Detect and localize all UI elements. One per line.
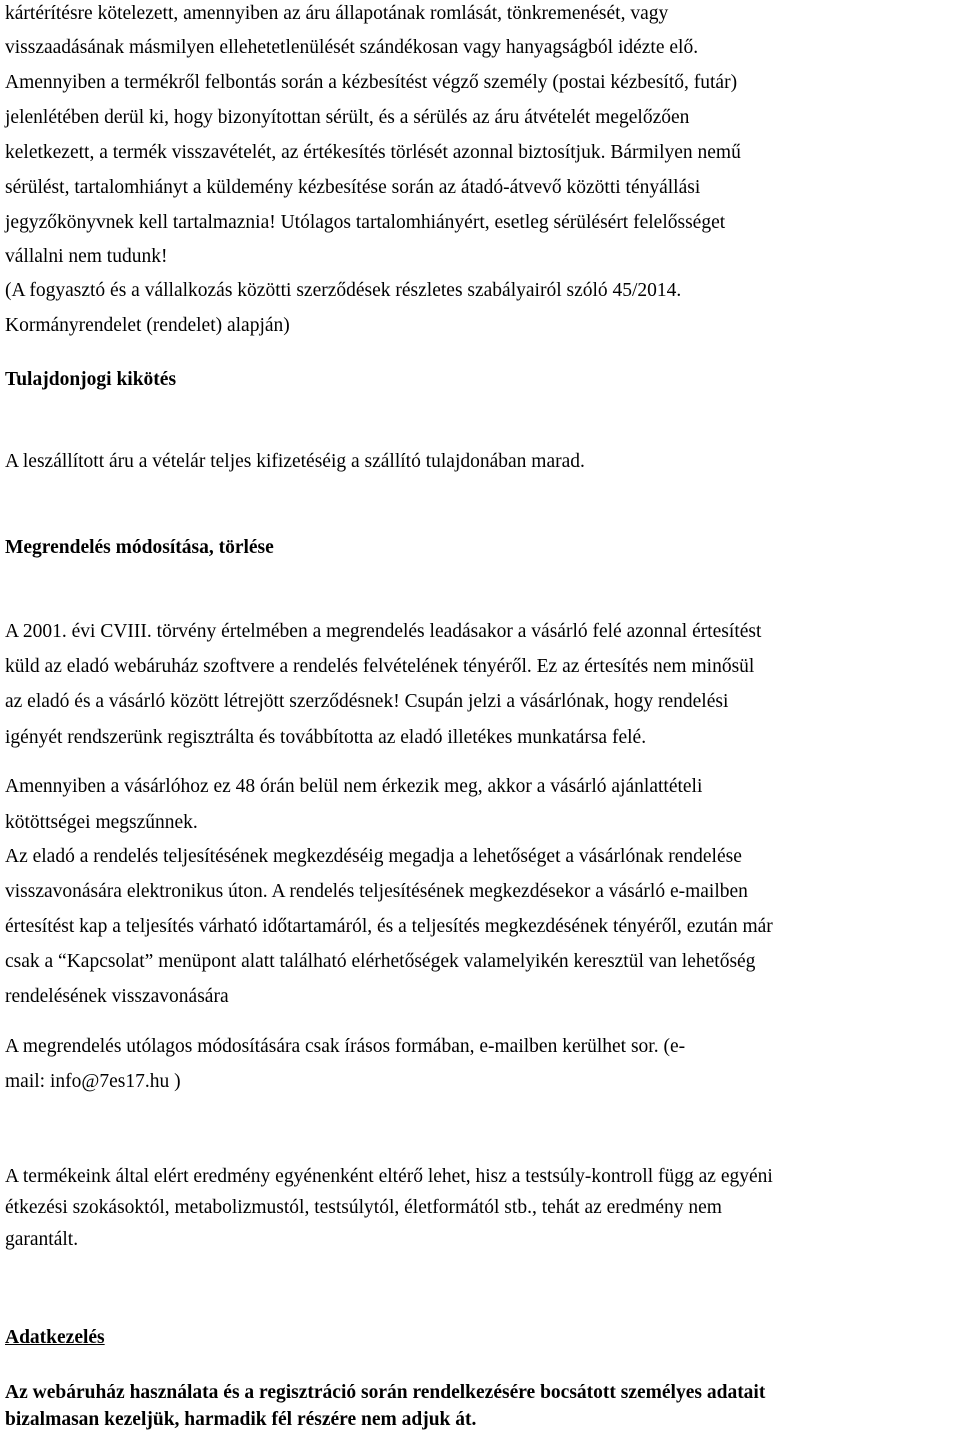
text-line: küld az eladó webáruház szoftvere a rendelés felvételének tényéről. Ez az értesítés nem minősül bbox=[5, 656, 755, 677]
bold-paragraph-line: Az webáruház használata és a regisztráció során rendelkezésére bocsátott személyes adatait bbox=[5, 1382, 766, 1403]
text-line: Amennyiben a vásárlóhoz ez 48 órán belül nem érkezik meg, akkor a vásárló ajánlattételi bbox=[5, 776, 703, 797]
text-line: A megrendelés utólagos módosítására csak írásos formában, e-mailben kerülhet sor. (e- bbox=[5, 1036, 686, 1057]
text-line: jelenlétében derül ki, hogy bizonyítottan sérült, és a sérülés az áru átvételét megelőzően bbox=[5, 107, 690, 128]
text-line: visszavonására elektronikus úton. A rendelés teljesítésének megkezdésekor a vásárló e-mailben bbox=[5, 881, 748, 902]
text-line: Az eladó a rendelés teljesítésének megkezdéséig megadja a lehetőséget a vásárlónak rendelése bbox=[5, 846, 742, 867]
text-line: Amennyiben a termékről felbontás során a kézbesítést végző személy (postai kézbesítő, futár) bbox=[5, 72, 738, 93]
section-heading: Tulajdonjogi kikötés bbox=[5, 369, 177, 390]
text-line: étkezési szokásoktól, metabolizmustól, testsúlytól, életformától stb., tehát az eredmény nem bbox=[5, 1197, 722, 1218]
text-line: vállalni nem tudunk! bbox=[5, 246, 168, 267]
text-line: az eladó és a vásárló között létrejött szerződésnek! Csupán jelzi a vásárlónak, hogy rendelési bbox=[5, 691, 729, 712]
text-line: értesítést kap a teljesítés várható időtartamáról, és a teljesítés megkezdésének tényéről, ezután már bbox=[5, 916, 773, 937]
text-line: rendelésének visszavonására bbox=[5, 986, 229, 1007]
bold-paragraph-line: bizalmasan kezeljük, harmadik fél részére nem adjuk át. bbox=[5, 1409, 477, 1430]
text-line: mail: info@7es17.hu ) bbox=[5, 1071, 181, 1092]
text-line: kártérítésre kötelezett, amennyiben az áru állapotának romlását, tönkremenését, vagy bbox=[5, 3, 669, 24]
section-heading: Megrendelés módosítása, törlése bbox=[5, 537, 274, 558]
text-line: keletkezett, a termék visszavételét, az értékesítés törlését azonnal biztosítjuk. Bármilyen nemű bbox=[5, 142, 741, 163]
text-line: Kormányrendelet (rendelet) alapján) bbox=[5, 315, 290, 336]
text-line: A leszállított áru a vételár teljes kifizetéséig a szállító tulajdonában marad. bbox=[5, 451, 585, 472]
section-heading: Adatkezelés bbox=[5, 1327, 105, 1348]
text-line: csak a “Kapcsolat” menüpont alatt található elérhetőségek valamelyikén keresztül van lehetőség bbox=[5, 951, 756, 972]
text-line: kötöttségei megszűnnek. bbox=[5, 812, 198, 833]
text-line: A termékeink által elért eredmény egyénenként eltérő lehet, hisz a testsúly-kontroll függ az egyéni bbox=[5, 1166, 773, 1187]
text-line: visszaadásának másmilyen ellehetetlenülését szándékosan vagy hanyagságból idézte elő. bbox=[5, 37, 699, 58]
text-line: igényét rendszerünk regisztrálta és továbbította az eladó illetékes munkatársa felé. bbox=[5, 727, 647, 748]
text-line: garantált. bbox=[5, 1229, 79, 1250]
text-line: sérülést, tartalomhiányt a küldemény kézbesítése során az átadó-átvevő közötti tényállási bbox=[5, 177, 701, 198]
text-line: jegyzőkönyvnek kell tartalmaznia! Utólagos tartalomhiányért, esetleg sérülésért felelősséget bbox=[5, 212, 726, 233]
text-line: A 2001. évi CVIII. törvény értelmében a megrendelés leadásakor a vásárló felé azonnal értesítést bbox=[5, 621, 762, 642]
text-line: (A fogyasztó és a vállalkozás közötti szerződések részletes szabályairól szóló 45/2014. bbox=[5, 280, 682, 301]
